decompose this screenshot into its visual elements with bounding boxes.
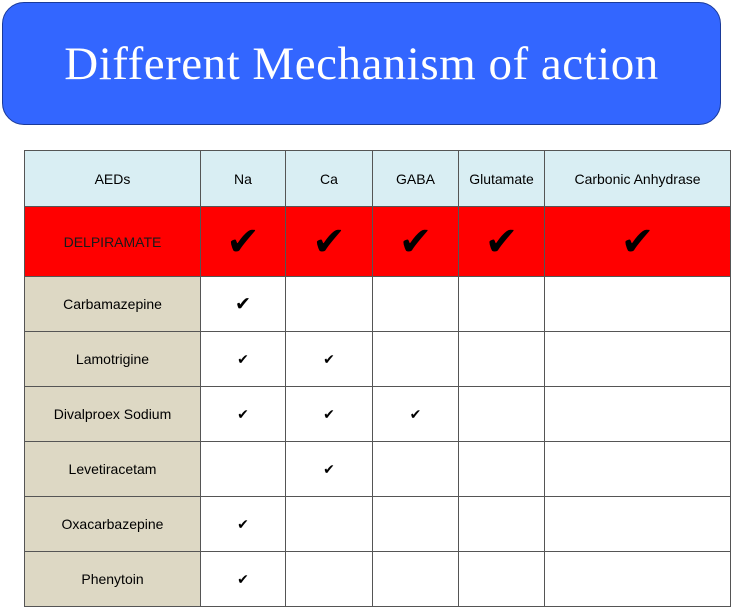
mechanism-cell-gaba: [373, 207, 459, 277]
check-mark-icon: ✔: [237, 407, 249, 423]
mechanism-cell-carbonic-anhydrase: [545, 207, 731, 277]
drug-name-cell: Phenytoin: [25, 552, 201, 607]
table-row: [25, 552, 731, 607]
check-mark-icon: ✔: [312, 218, 346, 265]
mechanism-cell-ca: [286, 387, 373, 442]
check-mark-icon: ✔: [323, 407, 335, 423]
mechanism-cell-glutamate: [459, 442, 545, 497]
mechanism-cell-na: [201, 387, 286, 442]
drug-name-cell: Divalproex Sodium: [25, 387, 201, 442]
check-mark-icon: ✔: [237, 517, 249, 533]
mechanism-cell-na: [201, 497, 286, 552]
mechanism-cell-glutamate: [459, 207, 545, 277]
drug-name-cell: Carbamazepine: [25, 277, 201, 332]
page-title: Different Mechanism of action: [64, 37, 659, 90]
mechanism-cell-na: [201, 332, 286, 387]
mechanism-cell-gaba: [373, 332, 459, 387]
check-mark-icon: ✔: [620, 218, 655, 265]
check-mark-icon: ✔: [237, 572, 249, 588]
mechanism-cell-gaba: [373, 387, 459, 442]
mechanism-cell-na: [201, 552, 286, 607]
header-aeds: AEDs: [25, 151, 201, 207]
mechanism-cell-glutamate: [459, 552, 545, 607]
header-ca: Ca: [286, 151, 373, 207]
table-row: [25, 442, 731, 497]
mechanism-cell-carbonic-anhydrase: [545, 332, 731, 387]
mechanism-cell-carbonic-anhydrase: [545, 387, 731, 442]
mechanism-cell-ca: [286, 497, 373, 552]
title-banner: [2, 2, 721, 125]
mechanism-cell-glutamate: [459, 277, 545, 332]
drug-name-cell: Levetiracetam: [25, 442, 201, 497]
mechanism-cell-gaba: [373, 552, 459, 607]
mechanism-cell-ca: [286, 552, 373, 607]
drug-name-cell: Oxacarbazepine: [25, 497, 201, 552]
table-row: [25, 497, 731, 552]
mechanism-table: [24, 150, 731, 607]
header-row: [25, 151, 731, 207]
header-glutamate: Glutamate: [459, 151, 545, 207]
check-mark-icon: ✔: [226, 218, 260, 265]
check-mark-icon: ✔: [237, 352, 249, 368]
mechanism-cell-gaba: [373, 442, 459, 497]
mechanism-cell-glutamate: [459, 387, 545, 442]
drug-name-cell: Lamotrigine: [25, 332, 201, 387]
mechanism-cell-gaba: [373, 277, 459, 332]
mechanism-cell-na: [201, 442, 286, 497]
check-mark-icon: ✔: [484, 218, 519, 265]
table-row: [25, 387, 731, 442]
drug-name-cell: DELPIRAMATE: [25, 207, 201, 277]
check-mark-icon: ✔: [409, 407, 422, 423]
mechanism-cell-ca: [286, 207, 373, 277]
mechanism-cell-carbonic-anhydrase: [545, 277, 731, 332]
mechanism-cell-na: [201, 207, 286, 277]
header-carbonic-anhydrase: Carbonic Anhydrase: [545, 151, 731, 207]
table-row: [25, 332, 731, 387]
mechanism-cell-glutamate: [459, 497, 545, 552]
mechanism-cell-carbonic-anhydrase: [545, 442, 731, 497]
mechanism-cell-ca: [286, 442, 373, 497]
check-mark-icon: ✔: [323, 352, 335, 368]
mechanism-cell-glutamate: [459, 332, 545, 387]
mechanism-cell-carbonic-anhydrase: [545, 497, 731, 552]
mechanism-cell-ca: [286, 277, 373, 332]
mechanism-cell-na: [201, 277, 286, 332]
header-na: Na: [201, 151, 286, 207]
table-row: [25, 277, 731, 332]
check-mark-icon: ✔: [235, 292, 251, 315]
mechanism-cell-carbonic-anhydrase: [545, 552, 731, 607]
highlight-row: [25, 207, 731, 277]
check-mark-icon: ✔: [398, 218, 433, 265]
mechanism-cell-gaba: [373, 497, 459, 552]
check-mark-icon: ✔: [323, 462, 335, 478]
mechanism-cell-ca: [286, 332, 373, 387]
header-gaba: GABA: [373, 151, 459, 207]
